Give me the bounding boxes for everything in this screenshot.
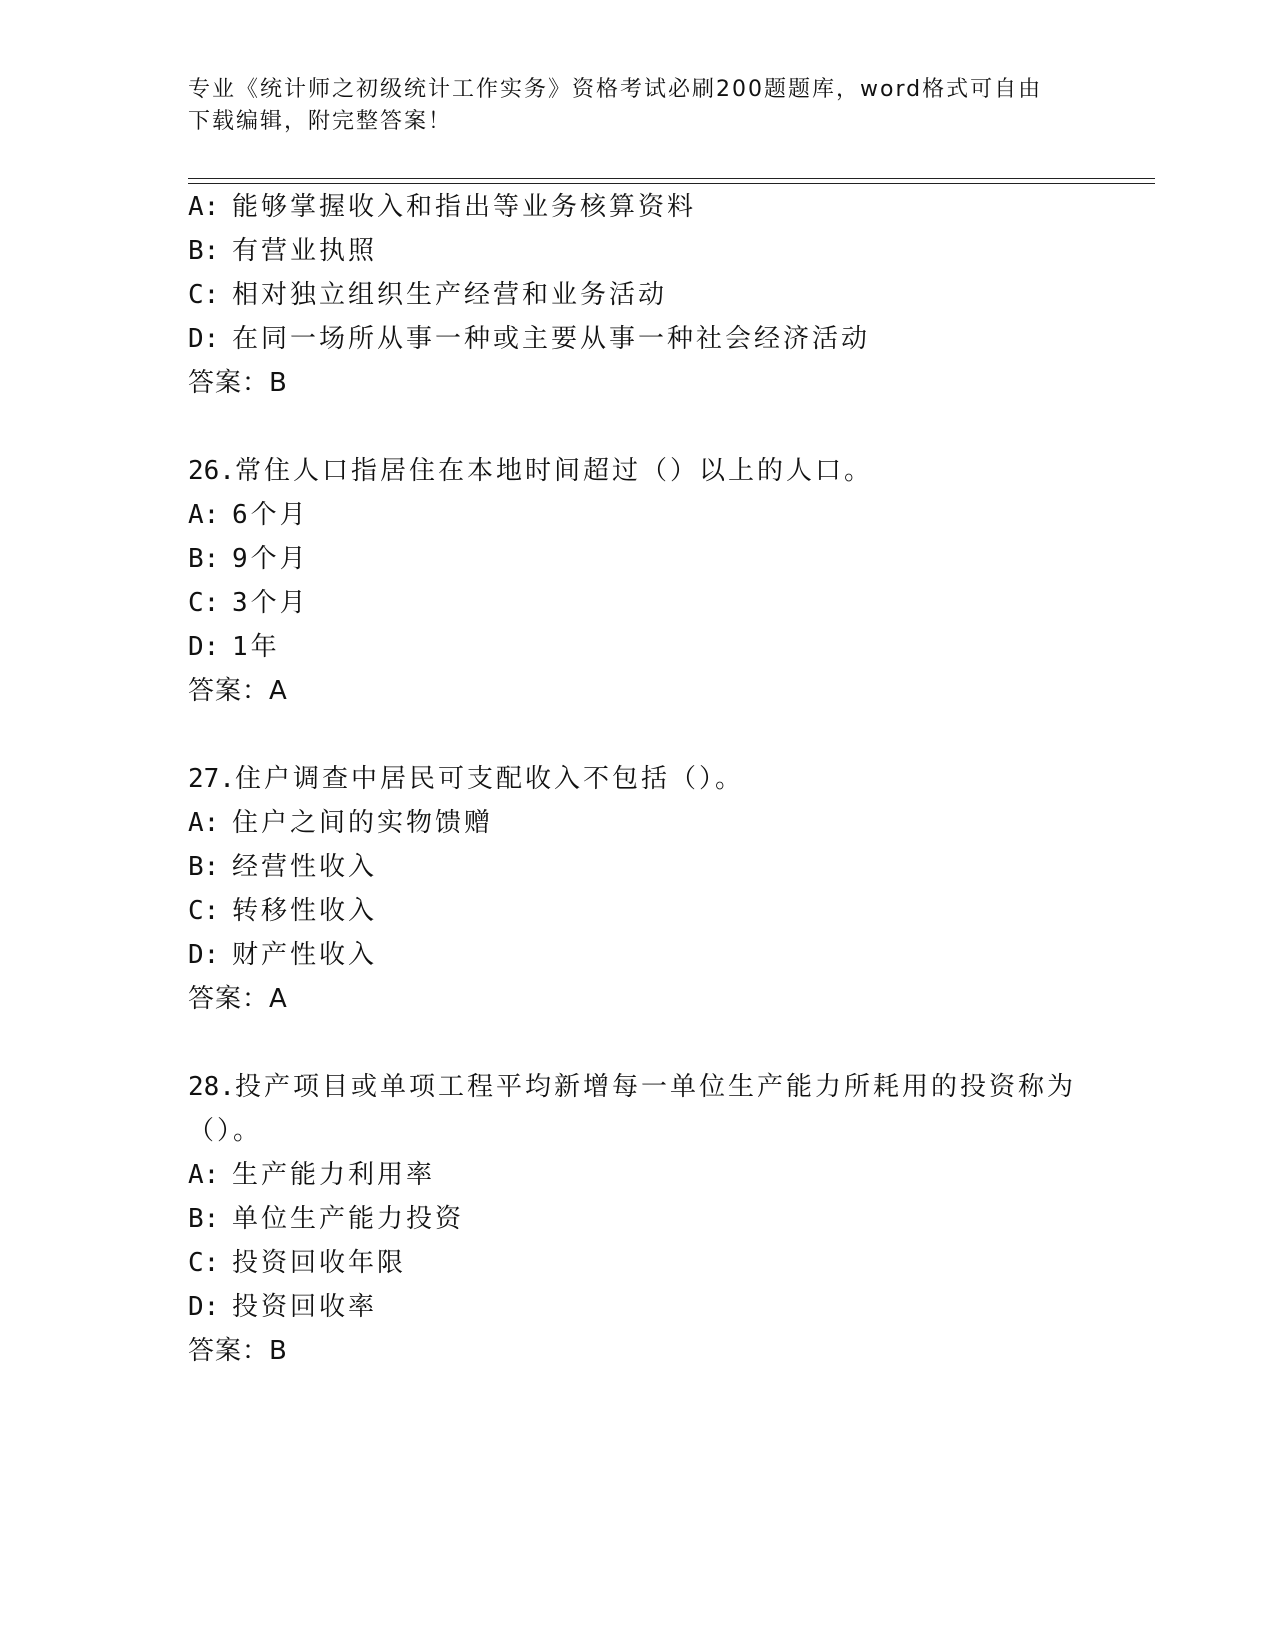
header-divider-bottom <box>188 183 1155 184</box>
header-divider-top <box>188 178 1155 179</box>
document-header <box>188 74 1088 138</box>
q27-stem: 27.住户调查中居民可支配收入不包括（）。 <box>188 764 744 794</box>
q28-option-c: C: 投资回收年限 <box>188 1248 407 1278</box>
q25-answer: 答案：B <box>188 368 288 398</box>
q28-option-a: A: 生产能力利用率 <box>188 1160 436 1190</box>
q26-stem: 26.常住人口指居住在本地时间超过（）以上的人口。 <box>188 456 873 486</box>
q26-option-d: D: 1年 <box>188 632 280 662</box>
q28-option-b: B: 单位生产能力投资 <box>188 1204 465 1234</box>
q25-option-c: C: 相对独立组织生产经营和业务活动 <box>188 280 668 310</box>
q25-option-a: A: 能够掌握收入和指出等业务核算资料 <box>188 192 697 222</box>
q27-option-d: D: 财产性收入 <box>188 940 378 970</box>
q25-option-b: B: 有营业执照 <box>188 236 378 266</box>
q27-option-c: C: 转移性收入 <box>188 896 378 926</box>
q28-stem: 28.投产项目或单项工程平均新增每一单位生产能力所耗用的投资称为 <box>188 1072 1076 1102</box>
q28-stem-continued: （）。 <box>188 1116 263 1146</box>
q27-answer: 答案：A <box>188 984 288 1014</box>
q26-option-c: C: 3个月 <box>188 588 309 618</box>
header-line-2: 下载编辑，附完整答案！ <box>188 109 453 134</box>
q26-option-a: A: 6个月 <box>188 500 309 530</box>
q27-option-b: B: 经营性收入 <box>188 852 378 882</box>
q26-option-b: B: 9个月 <box>188 544 309 574</box>
q27-option-a: A: 住户之间的实物馈赠 <box>188 808 494 838</box>
header-line-1: 专业《统计师之初级统计工作实务》资格考试必刷200题题库，word格式可自由 <box>188 77 1043 102</box>
q28-answer: 答案：B <box>188 1336 288 1366</box>
q26-answer: 答案：A <box>188 676 288 706</box>
q28-option-d: D: 投资回收率 <box>188 1292 378 1322</box>
q25-option-d: D: 在同一场所从事一种或主要从事一种社会经济活动 <box>188 324 871 354</box>
